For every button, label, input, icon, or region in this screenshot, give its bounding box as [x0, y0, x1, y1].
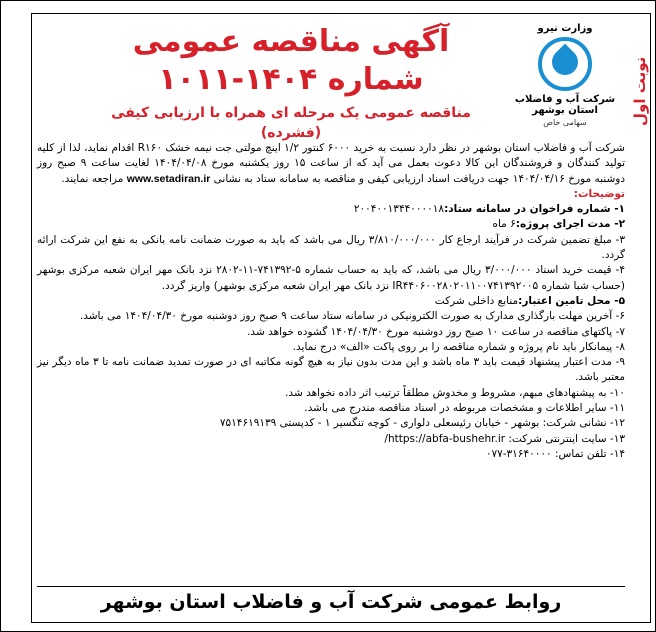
- note-item: [37, 217, 625, 232]
- note-item-text: ۲۰۰۴۰۰۱۳۴۴۰۰۰۰۱۸: [353, 203, 445, 216]
- note-item-text: ۴- قیمت خرید اسناد ۳/۰۰۰/۰۰۰ ریال می باشد، که باید به حساب شماره ۵-۷۴۱۳۹۲-۱۱-۲۸۰۲ نزد بانک مهر ایران شعبه مرکزی بوشهر (حساب شبا شماره IR۴۴۰۶۰۰۲۸۰۲۰۱۱۰۰۷۴۱۳۹۲۰۰۵ نزد بانک مهر ایران شعبه مرکزی بوشهر) واریز گردد.: [37, 264, 625, 292]
- note-item: [37, 325, 625, 340]
- note-item: [37, 233, 625, 264]
- footer-signature: روابط عمومی شرکت آب و فاضلاب استان بوشهر: [37, 586, 625, 615]
- note-item-text: ۱۳- سایت اینترنتی شرکت: https://abfa-bushehr.ir/: [384, 432, 625, 445]
- note-item-text: ۳- مبلغ تضمین شرکت در فرآیند ارجاع کار ۳/۸۱۰/۰۰۰/۰۰۰ ریال می باشد که باید به صورت ضمانت نامه بانکی به نفع این شرکت ارائه گردد.: [37, 233, 625, 262]
- note-item-text: ۹- مدت اعتبار پیشنهاد قیمت باید ۳ ماه باشد و این مدت بدون نیاز به هیچ گونه مکاتبه ای در صورت تمدید ضمانت نامه تا ۳ ماه دیگر نیز معتبر باشد.: [37, 356, 626, 384]
- note-item-text: ۱۴- تلفن تماس: ۳۱۶۴۰۰۰۰-۰۷۷: [485, 447, 625, 460]
- tender-type: مناقصه عمومی یک مرحله ای همراه با ارزیابی کیفی (فشرده): [111, 105, 471, 141]
- note-item-text: ۶ ماه: [492, 218, 516, 231]
- ad-body: [37, 141, 625, 462]
- intro-end-text: مراجعه نمایند.: [61, 172, 124, 185]
- note-item: [37, 416, 625, 431]
- note-item: [37, 294, 625, 309]
- note-item-text: ۶- آخرین مهلت بارگذاری مدارک به صورت الکترونیکی در سامانه ستاد ساعت ۹ صبح روز دوشنبه مورخ ۱۴۰۴/۰۴/۳۰ می باشد.: [79, 310, 625, 323]
- publication-round-stamp: نوبت اول: [631, 56, 649, 126]
- note-item-text: ۱۲- نشانی شرکت: بوشهر - خیابان رئیسعلی دلواری - کوچه تنگسیر ۱ - کدپستی ۷۵۱۴۶۱۹۱۳۹: [219, 417, 625, 430]
- note-item-label: ۵- محل تامین اعتبار:: [518, 294, 625, 307]
- tender-number: شماره ۱۴۰۴-۱۰۱۱: [158, 62, 424, 97]
- note-item-label: ۲- مدت اجرای پروژه:: [515, 218, 625, 231]
- intro-text: شرکت آب و فاضلاب استان بوشهر در نظر دارد نسبت به خرید ۶۰۰۰ کنتور ۱/۲ اینچ مولتی جت نیمه خشک R۱۶۰ اقدام نماید، لذا از کلیه تولید کنندگان و فروشندگان این کالا دعوت بعمل می آید که از ساعت ۱۵ روز یکشنبه مورخ ۱۴۰۴/۰۴/۰۸ لغایت ساعت ۹ صبح روز دوشنبه مورخ ۱۴۰۴/۰۴/۱۶ جهت دریافت اسناد ارزیابی کیفی و مناقصه به سامانه ستاد به نشانی: [37, 142, 626, 185]
- setad-website-link[interactable]: www.setadiran.ir: [126, 172, 211, 185]
- note-item-text: ۷- پاکتهای مناقصه در ساعت ۱۰ صبح روز دوشنبه مورخ ۱۴۰۴/۰۴/۳۰ گشوده خواهد شد.: [247, 325, 625, 338]
- notes-title: توضیحات:: [573, 187, 625, 200]
- company-name: شرکت آب و فاضلاب استان بوشهر: [514, 94, 616, 116]
- ad-title: آگهی مناقصه عمومی: [132, 24, 450, 59]
- note-item: [37, 386, 625, 401]
- company-type: سهامی خاص: [543, 118, 587, 127]
- note-item: [37, 432, 625, 447]
- note-item: [37, 340, 625, 355]
- note-item-label: ۱- شماره فراخوان در سامانه ستاد:: [444, 203, 625, 216]
- note-item-text: ۱۰- به پیشنهادهای مبهم، مشروط و مخدوش مطلقاً ترتیب اثر داده نخواهد شد.: [285, 386, 625, 399]
- note-item: [37, 401, 625, 416]
- note-item: [37, 355, 625, 386]
- notes-list: [37, 202, 625, 462]
- ministry-name: وزارت نیرو: [537, 23, 593, 34]
- title-block: [91, 23, 491, 143]
- note-item: [37, 447, 625, 462]
- note-item-text: ۱۱- سایر اطلاعات و مشخصات مربوطه در اسناد مناقصه مندرج می باشد.: [304, 402, 625, 415]
- header-logo-block: [505, 23, 625, 127]
- note-item-text: ۸- پیمانکار باید نام پروژه و شماره مناقصه را بر روی پاکت «الف» درج نماید.: [292, 340, 625, 353]
- note-item-text: منابع داخلی شرکت: [434, 294, 519, 307]
- note-item: [37, 263, 625, 294]
- intro-paragraph: [37, 141, 625, 187]
- note-item: [37, 202, 625, 217]
- note-item: [37, 309, 625, 324]
- water-drop-logo-icon: [538, 37, 592, 91]
